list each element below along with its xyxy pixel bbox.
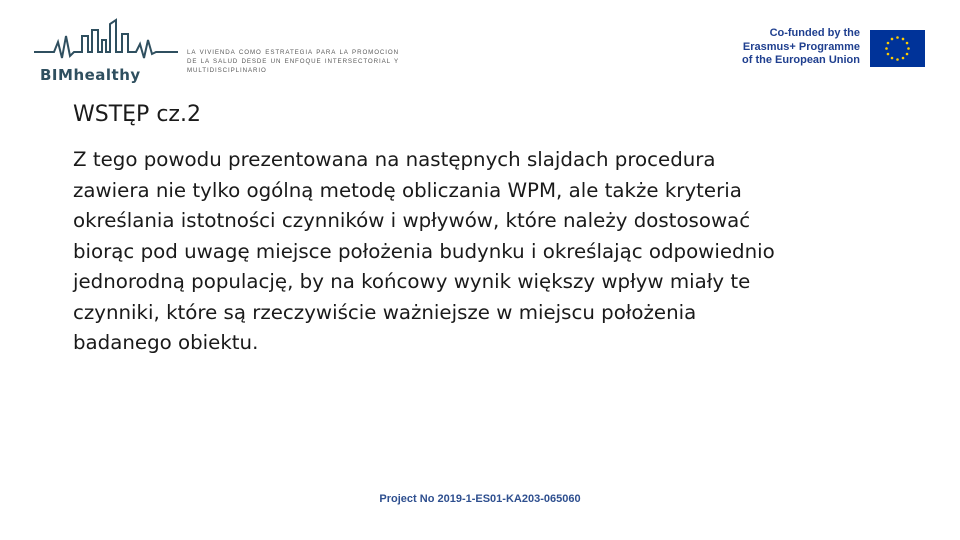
body-line: czynniki, które są rzeczywiście ważniejsze w miejscu położenia (73, 300, 697, 324)
body-line: badanego obiektu. (73, 331, 259, 354)
cofunded-line: Co-funded by the (769, 27, 860, 39)
project-number: Project No 2019-1-ES01-KA203-065060 (379, 493, 581, 505)
slide-body (73, 145, 903, 359)
cofunded-text (680, 27, 860, 68)
body-line: Z tego powodu prezentowana na następnych slajdach procedura (73, 148, 716, 171)
eu-flag-icon (870, 30, 925, 67)
body-line: biorąc pod uwagę miejsce położenia budynku i określając odpowiednio (73, 239, 775, 263)
eu-star (906, 53, 909, 56)
body-line: określania istotności czynników i wpływów, które należy dostosować (73, 209, 751, 232)
bimhealthy-logo (32, 14, 180, 86)
eu-star (887, 53, 890, 56)
eu-star (891, 38, 894, 41)
body-line: jednorodną populację, by na końcowy wynik większy wpływ miały te (73, 270, 751, 293)
slide-title: WSTĘP cz.2 (73, 102, 201, 127)
cofunded-line: of the European Union (742, 54, 860, 66)
eu-star (902, 38, 905, 41)
project-tagline: LA VIVIENDA COMO ESTRATEGIA PARA LA PROMOCION DE LA SALUD DESDE UN ENFOQUE INTERSECTORIAL Y MULTIDISCIPLINARIO (187, 49, 399, 74)
eu-star (907, 47, 910, 50)
eu-star (906, 42, 909, 45)
cofunded-line: Erasmus+ Programme (742, 40, 860, 53)
logo-text: BIMhealthy (40, 66, 141, 84)
eu-star (896, 36, 899, 39)
eu-star (902, 57, 905, 60)
body-line: zawiera nie tylko ogólną metodę obliczania WPM, ale także kryteria (73, 178, 742, 202)
eu-star (887, 42, 890, 45)
heartbeat-buildings-icon (32, 14, 180, 66)
eu-star (896, 58, 899, 61)
eu-star (891, 57, 894, 60)
eu-star (885, 47, 888, 50)
